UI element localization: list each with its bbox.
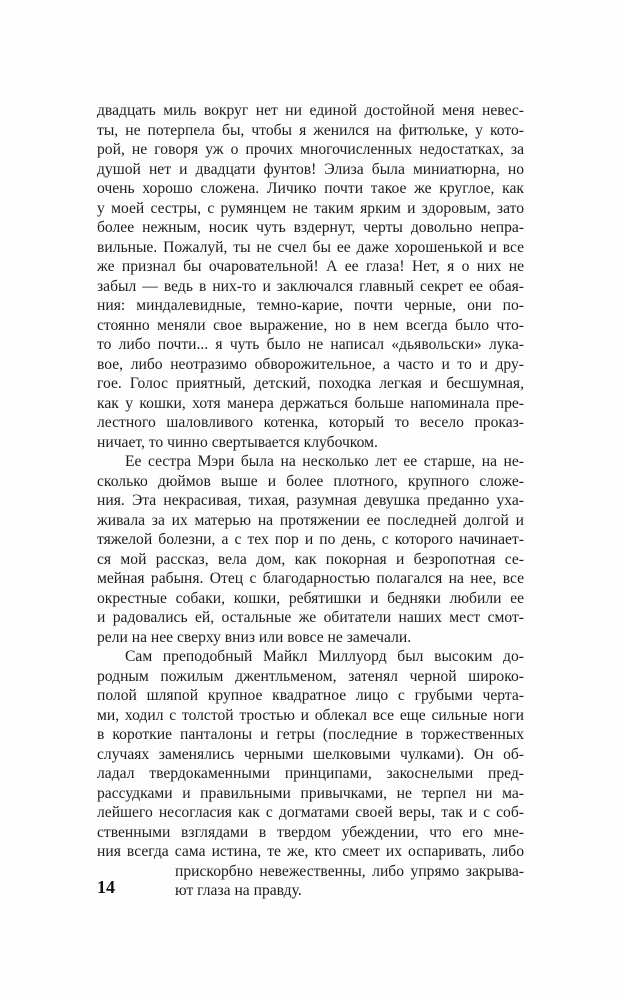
text-line: ты, не потерпела бы, чтобы я женился на фитюльке, у кото- <box>97 121 524 139</box>
text-line: прискорбно невежественны, либо упрямо закрыва- <box>175 862 524 880</box>
text-line: окрестные собаки, кошки, ребятишки и бедняки любили ее <box>97 589 524 607</box>
text-line: очень хорошо сложена. Личико почти такое же круглое, как <box>97 180 524 197</box>
text-line: ния. Эта некрасивая, тихая, разумная девушка преданно уха- <box>97 492 524 509</box>
text-line: ния: миндалевидные, темно-карие, почти черные, они по- <box>97 297 524 314</box>
text-line: ладал твердокаменными принципами, закоснелыми пред- <box>97 765 524 782</box>
text-line: рой, не говоря уж о прочих многочисленных недостатках, за <box>97 141 524 158</box>
text-line: у моей сестры, с румянцем не таким ярким и здоровым, зато <box>97 199 524 217</box>
text-line: рели на нее сверху вниз или вовсе не замечали. <box>97 628 412 646</box>
text-line: стоянно меняли свое выражение, но в нем всегда было что- <box>97 316 524 334</box>
text-line: случаях заменялись черными шелковыми чулками). Он об- <box>97 745 524 763</box>
text-line: и радовались ей, остальные же обитатели наших мест смот- <box>97 609 524 626</box>
text-line: забыл — ведь в них-то и заключался главный секрет ее обая- <box>97 277 524 295</box>
text-line: Ее сестра Мэри была на несколько лет ее старше, на не- <box>125 453 524 470</box>
text-line: ственными взглядами в твердом убеждении, что его мне- <box>97 823 524 841</box>
text-line: ния всегда сама истина, те же, кто смеет их оспаривать, либо <box>97 843 524 860</box>
page-number: 14 <box>97 877 115 897</box>
text-line: двадцать миль вокруг нет ни единой достойной меня невес- <box>97 102 524 119</box>
text-line: ничает, то чинно свертывается клубочком. <box>97 433 378 451</box>
text-line: ют глаза на правду. <box>175 882 302 899</box>
text-line: вильные. Пожалуй, ты не счел бы ее даже хорошенькой и все <box>97 238 524 256</box>
text-line: то либо почти... я чуть было не написал «дьявольски» лука- <box>97 336 524 353</box>
text-line: полой шляпой крупное квадратное лицо с грубыми черта- <box>97 687 524 704</box>
text-line: лестного шаловливого котенка, который то весело проказ- <box>97 414 524 431</box>
text-line: сколько дюймов выше и более плотного, крупного сложе- <box>97 472 524 490</box>
text-line: ся мой рассказ, вела дом, как покорная и безропотная се- <box>97 550 524 568</box>
text-line: же признал бы очаровательной! А ее глаза! Нет, я о них не <box>97 258 524 275</box>
text-line: вое, либо неотразимо обворожительное, а часто и то и дру- <box>97 355 524 373</box>
text-line: более нежным, носик чуть вздернут, черты довольно непра- <box>97 219 524 236</box>
text-line: в короткие панталоны и гетры (последние в торжественных <box>97 726 524 743</box>
text-line: гое. Голос приятный, детский, походка легкая и бесшумная, <box>97 375 524 392</box>
text-line: тяжелой болезни, а с тех пор и по день, с которого начинает- <box>97 531 524 548</box>
text-line: лейшего несогласия как с догматами своей веры, так и с соб- <box>97 804 524 821</box>
text-line: Сам преподобный Майкл Миллуорд был высоким до- <box>125 648 524 665</box>
text-line: рассудками и правильными привычками, не терпел ни ма- <box>97 784 524 802</box>
text-line: родным пожилым джентльменом, затенял черной широко- <box>97 667 524 685</box>
text-line: душой нет и двадцати фунтов! Элиза была миниатюрна, но <box>97 160 524 178</box>
text-block <box>97 101 524 901</box>
text-line: живала за их матерью на протяжении ее последней долгой и <box>97 511 524 529</box>
text-line: мейная рабыня. Отец с благодарностью полагался на нее, все <box>97 570 524 587</box>
text-line: ми, ходил с толстой тростью и облекал все еще сильные ноги <box>97 706 524 724</box>
text-line: как у кошки, хотя манера держаться больше напоминала пре- <box>97 394 524 412</box>
